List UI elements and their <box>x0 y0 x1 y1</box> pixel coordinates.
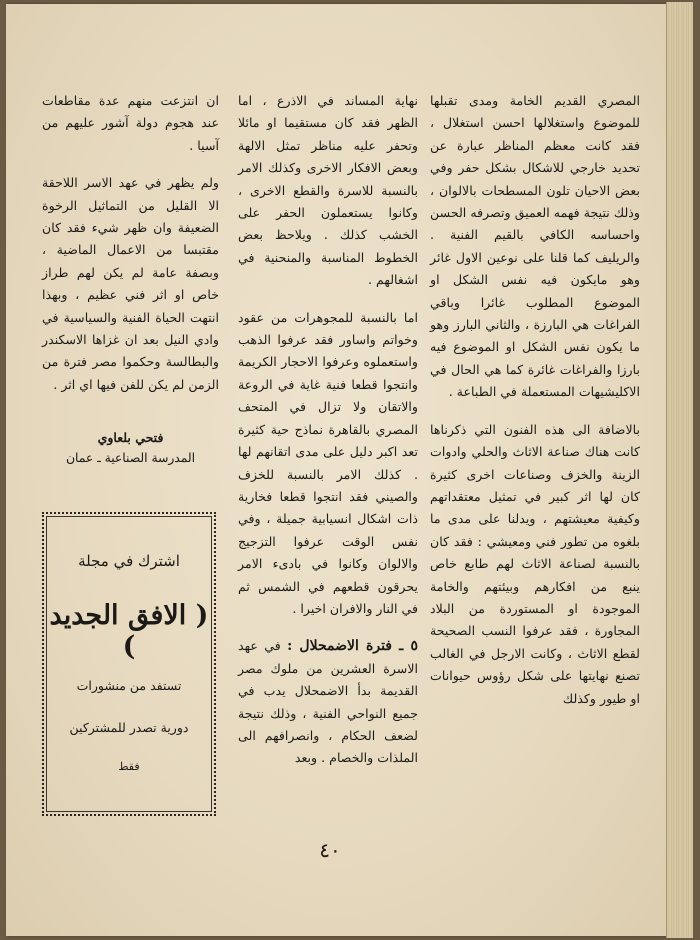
subscription-advertisement <box>42 512 216 816</box>
middle-column-paragraph-3: في عهد الاسرة العشرين من ملوك مصر القديمة بدأ الاضمحلال يدب في جميع النواحي الفنية ، وذلك نتيجة لضعف الحكام ، وانصرافهم الى الملذات والخصام . وبعد <box>238 638 418 766</box>
right-column-paragraph-2: بالاضافة الى هذه الفنون التي ذكرناها كانت هناك صناعة الاثاث والحلي وادوات الزينة والخزف وصناعات اخرى كثيرة كان لها اثر كبير في تمثيل معتقداتهم وكيفية معيشتهم ، ويدلنا على مدى ما بلغوه من تطور فني ومعيشي : فقد كان بالنسبة لصناعة الاثاث لهم طابع خاص ينبع من افكارهم وبيئتهم والخامة الموجودة او المستوردة من البلاد المجاورة ، فقد عرفوا النسب الصحيحة لقطع الاثاث ، وكانت الارجل في الغالب تصنع نهايتها على شكل رؤوس حيوانات او طيور وكذلك <box>430 421 640 706</box>
author-affiliation: المدرسة الصناعية ـ عمان <box>65 451 196 465</box>
author-name: فتحي بلعاوي <box>97 430 164 445</box>
middle-column-paragraph-2: اما بالنسبة للمجوهرات من عقود وخواتم واساور فقد عرفوا الذهب واستعملوه وعرفوا الاحجار الكريمة وانتجوا قطعا فنية غاية في الروعة والاتقان ولا تزال في المتحف المصري بالقاهرة نماذج حية كثيرة تعد اكبر دليل على مدى اتقانهم لها . كذلك الامر بالنسبة للخزف والصيني فقد انتجوا قطعا فخارية ذات اشكال انسيابية جميلة ، وفي نفس الوقت عرفوا التزجيج والالوان وكانوا في بادىء الامر يحرقون قطعهم في الشمس ثم في النار والافران اخيرا . <box>238 309 418 616</box>
author-signature <box>42 428 219 468</box>
middle-column-paragraph-1: نهاية المساند في الاذرع ، اما الظهر فقد كان مستقيما او مائلا وتحفر عليه مناظر تمثل الالهة وبعض الافكار الاخرى وكذلك الامر بالنسبة للاسرة والقطع الاخرى ، وكانوا يستعملون الحفر على الخشب كذلك . ويلاحظ بعض الخطوط المناسبة والمنحنية في اشغالهم . <box>238 93 418 288</box>
section-heading-decline: ٥ ـ فترة الاضمحلال : <box>287 638 418 655</box>
middle-column <box>238 90 418 770</box>
ad-benefit-line: تستفد من منشورات <box>76 678 182 693</box>
right-column <box>430 90 640 710</box>
left-column <box>42 90 219 396</box>
page-number: ٤٠ <box>319 838 341 862</box>
page-stack-edge <box>666 2 693 938</box>
ad-only-line: فقط <box>118 760 140 773</box>
left-column-paragraph-2: ولم يظهر في عهد الاسر اللاحقة الا القليل من التماثيل الرخوة الضعيفة وان ظهر شيء فقد كان مقتبسا من الاعمال الماضية ، وبصفة عامة لم يكن لهم طراز خاص او اثر فني عظيم ، وبهذا انتهت الحياة الفنية والسياسية في وادي النيل بعد ان غزاها الاسكندر والبطالسة وحكموا مصر فترة من الزمن لم يكن للفن فيها اي اثر . <box>42 175 219 392</box>
ad-subscribe-line: اشترك في مجلة <box>78 552 180 570</box>
ad-magazine-title: ( الافق الجديد ) <box>49 600 209 662</box>
right-column-paragraph-1: المصري القديم الخامة ومدى تقبلها للموضوع واستغلالها احسن استغلال ، فقد كانت معظم المناظر عبارة عن تحديد خارجي للاشكال بشكل حفر وفي بعض الاحيان تلون المسطحات بالالوان ، وذلك نتيجة فهمه العميق وتصرفه الحسن واحساسه الكافي بالقيم الفنية . والريليف كما قلنا على نوعين الاول غائر وهو مايكون فيه نفس الشكل او الموضوع المطلوب غائرا وباقي الفراغات هي البارزة ، والثاني البارز وهو ما يكون نفس الشكل او الموضوع فيه بارزا والفراغات غائرة كما هي الحال في الاكليشيهات المستعملة في الطباعة . <box>430 93 640 400</box>
left-column-paragraph-1: ان انتزعت منهم عدة مقاطعات عند هجوم دولة آشور عليهم من آسيا . <box>42 93 219 153</box>
ad-periodical-line: دورية تصدر للمشتركين <box>69 720 189 735</box>
middle-column-section-5 <box>238 635 418 769</box>
